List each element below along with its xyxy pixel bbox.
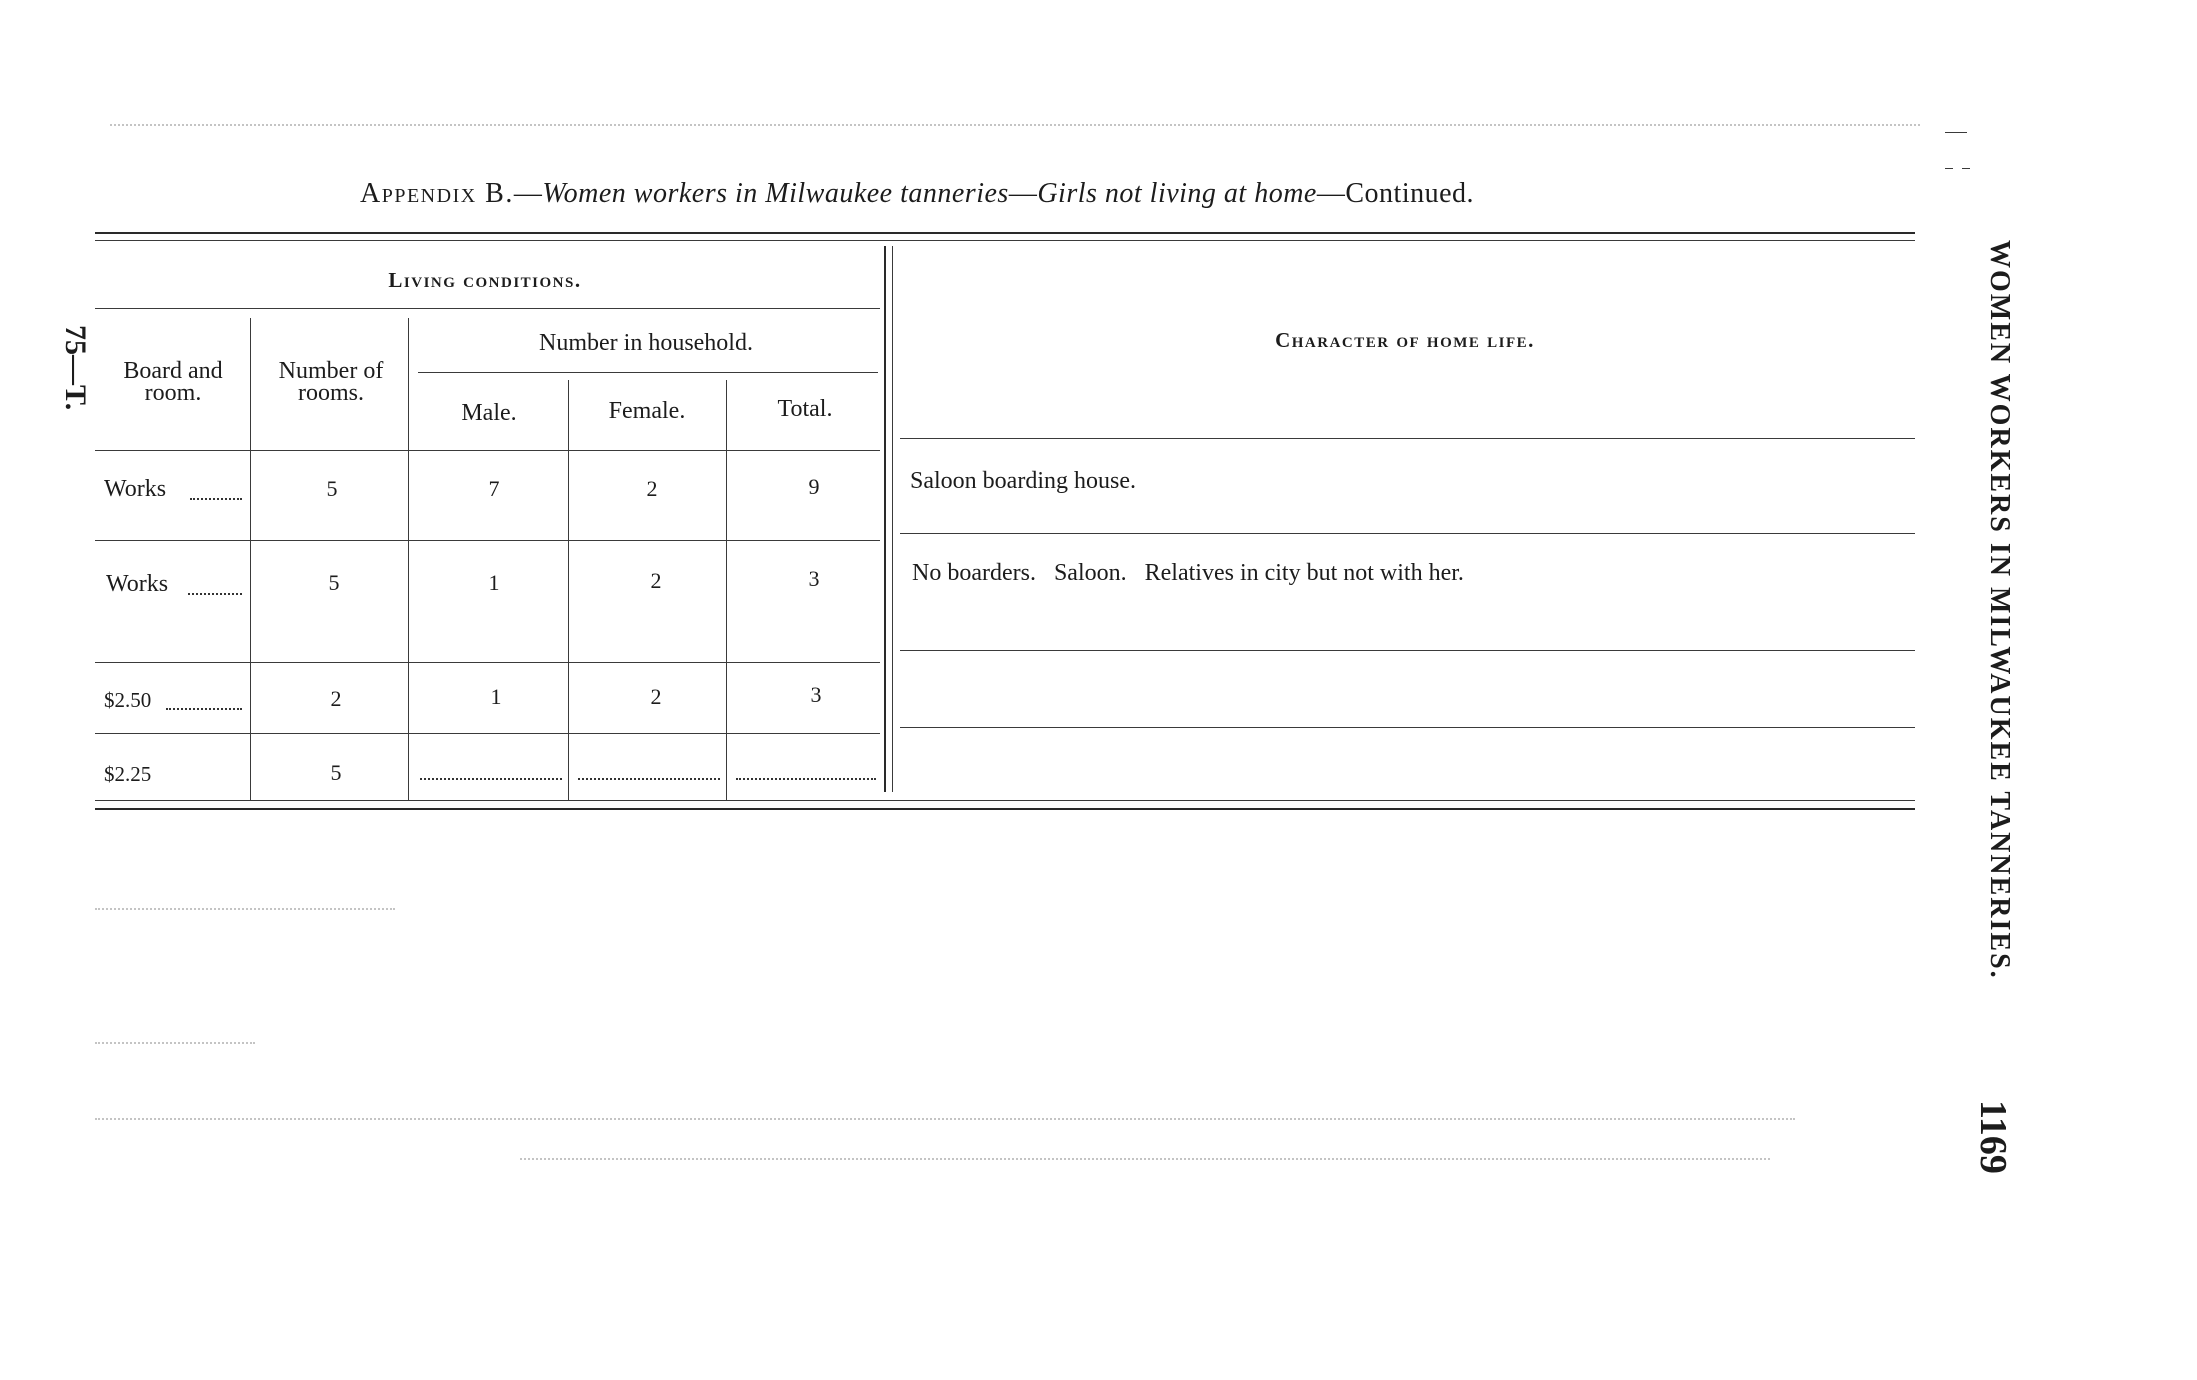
caption-prefix: Appendix B. bbox=[360, 178, 514, 209]
row1-female: 2 bbox=[646, 476, 658, 501]
caption-dash: — bbox=[1316, 178, 1346, 209]
caption-italic-title: Women workers in Milwaukee tanneries bbox=[542, 178, 1009, 209]
row2-male: 1 bbox=[488, 570, 500, 595]
group-header-rule bbox=[95, 308, 880, 309]
leader-dots bbox=[166, 708, 242, 710]
table-caption bbox=[360, 178, 1474, 210]
empty-cell-dots bbox=[736, 778, 876, 780]
row1-rooms: 5 bbox=[326, 476, 338, 501]
corner-tick bbox=[1945, 168, 1953, 169]
row-separator bbox=[95, 540, 880, 541]
column-line bbox=[408, 318, 409, 800]
row3-rooms: 2 bbox=[330, 686, 342, 711]
table-top-rule-inner bbox=[95, 240, 1915, 241]
leader-dots bbox=[190, 498, 242, 500]
male-header: Male. bbox=[461, 400, 517, 426]
column-line bbox=[726, 380, 727, 800]
row2-board: Works bbox=[106, 571, 169, 597]
number-of-rooms-header: Number of rooms. bbox=[278, 358, 384, 406]
caption-dash: — bbox=[1008, 178, 1038, 209]
row1-total: 9 bbox=[808, 474, 820, 499]
female-header: Female. bbox=[608, 398, 686, 424]
row3-female: 2 bbox=[650, 684, 662, 709]
margin-mark: 75—T. bbox=[59, 325, 92, 411]
header-bottom-rule bbox=[95, 450, 880, 451]
row3-board: $2.50 bbox=[104, 688, 152, 712]
character-header: Character of home life. bbox=[1275, 328, 1535, 352]
empty-cell-dots bbox=[420, 778, 562, 780]
row2-rooms: 5 bbox=[328, 570, 340, 595]
household-header-rule bbox=[418, 372, 878, 373]
bleed-through-line bbox=[95, 908, 395, 910]
row1-character: Saloon boarding house. bbox=[910, 468, 1136, 494]
bleed-through-line bbox=[110, 124, 1920, 126]
row-separator bbox=[95, 733, 880, 734]
row2-female: 2 bbox=[650, 568, 662, 593]
column-line bbox=[568, 380, 569, 800]
row1-board: Works bbox=[104, 476, 167, 502]
corner-tick bbox=[1962, 168, 1970, 169]
corner-tick bbox=[1945, 132, 1967, 133]
page-number: 1169 bbox=[1972, 1100, 2014, 1174]
row2-character: No boarders. Saloon. Relatives in city but not with her. bbox=[912, 560, 1464, 586]
row-separator bbox=[900, 727, 1915, 728]
board-and-room-header: Board and room. bbox=[123, 358, 223, 406]
column-line bbox=[250, 318, 251, 800]
leader-dots bbox=[188, 593, 242, 595]
table-bottom-rule bbox=[95, 808, 1915, 810]
row1-male: 7 bbox=[488, 476, 500, 501]
row4-rooms: 5 bbox=[330, 760, 342, 785]
section-divider bbox=[884, 246, 886, 792]
total-header: Total. bbox=[777, 396, 833, 422]
row3-total: 3 bbox=[810, 682, 822, 707]
empty-cell-dots bbox=[578, 778, 720, 780]
table-top-rule bbox=[95, 232, 1915, 234]
running-head: WOMEN WORKERS IN MILWAUKEE TANNERIES. bbox=[1984, 240, 2015, 980]
bleed-through-line bbox=[95, 1118, 1795, 1120]
caption-dash: — bbox=[513, 178, 543, 209]
row-separator bbox=[900, 650, 1915, 651]
household-header: Number in household. bbox=[539, 330, 753, 356]
bleed-through-line bbox=[95, 1042, 255, 1044]
living-conditions-header: Living conditions. bbox=[388, 268, 582, 292]
bleed-through-line bbox=[520, 1158, 1770, 1160]
caption-italic-subtitle: Girls not living at home bbox=[1037, 178, 1317, 209]
row-separator bbox=[95, 662, 880, 663]
table-bottom-rule-inner bbox=[95, 800, 1915, 801]
row2-total: 3 bbox=[808, 566, 820, 591]
caption-suffix: Continued. bbox=[1345, 178, 1475, 209]
header-bottom-rule-right bbox=[900, 438, 1915, 439]
row-separator bbox=[900, 533, 1915, 534]
row3-male: 1 bbox=[490, 684, 502, 709]
section-divider-inner bbox=[892, 246, 893, 792]
row4-board: $2.25 bbox=[104, 762, 152, 786]
